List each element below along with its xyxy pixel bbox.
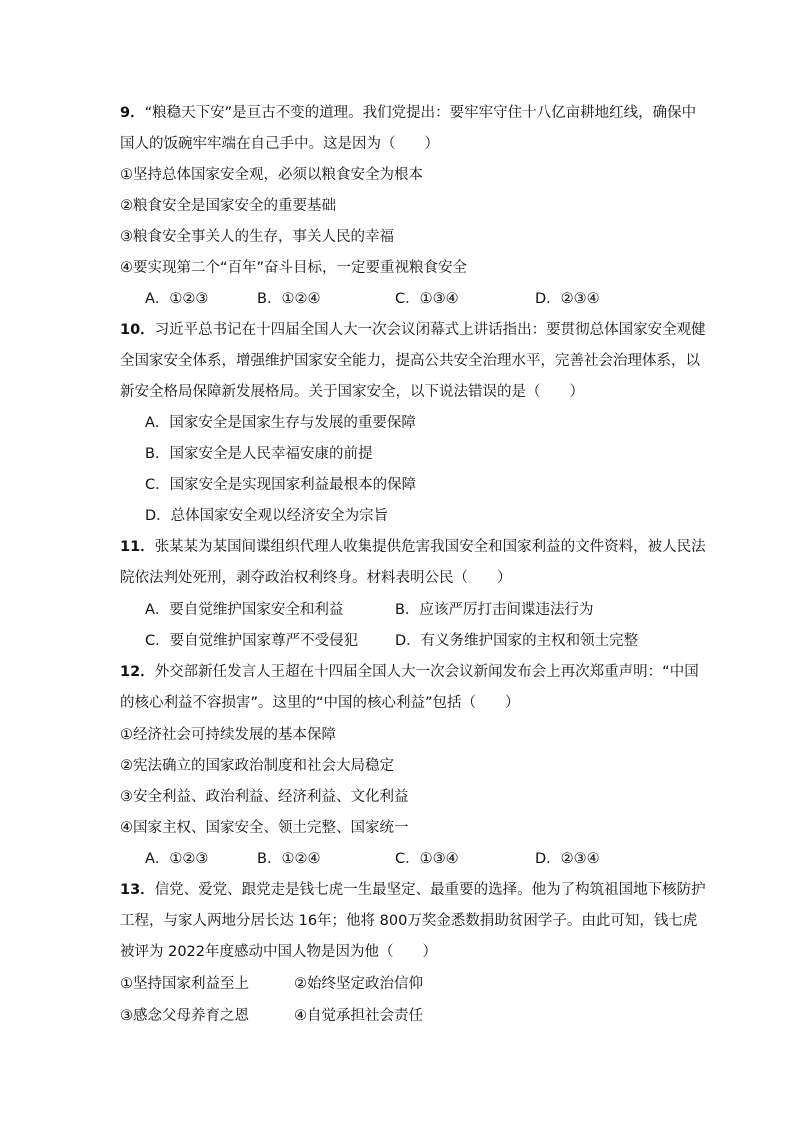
question-9-statement-3: ③粮食安全事关人的生存，事关人民的幸福 (120, 229, 394, 245)
statement-2: ②始终坚定政治信仰 (294, 976, 423, 992)
option-c[interactable]: C．①③④ (395, 291, 459, 307)
question-10-stem-line-2: 全国家安全体系，增强维护国家安全能力，提高公共安全治理水平，完善社会治理体系，以 (120, 353, 700, 369)
question-12-stem-line-1: 12．外交部新任发言人王超在十四届全国人大一次会议新闻发布会上再次郑重声明：“中国 (120, 664, 699, 680)
option-b[interactable]: B．①②④ (257, 851, 321, 867)
question-10-stem-line-3: 新安全格局保障新发展格局。关于国家安全，以下说法错误的是（ ） (120, 384, 584, 400)
question-12-statement-1: ①经济社会可持续发展的基本保障 (120, 727, 336, 743)
option-a[interactable]: A．①②③ (145, 291, 209, 307)
question-10-option-c[interactable]: C．国家安全是实现国家利益最根本的保障 (145, 477, 417, 493)
question-13-stem-line-1: 13．信党、爱党、跟党走是钱七虎一生最坚定、最重要的选择。他为了构筑祖国地下核防护 (120, 882, 706, 898)
question-10-stem-line-1: 10．习近平总书记在十四届全国人大一次会议闭幕式上讲话指出：要贯彻总体国家安全观健 (120, 322, 706, 338)
statement-3: ③感念父母养育之恩 (120, 1008, 249, 1024)
question-number: 9． (120, 105, 145, 121)
statement-4: ④自觉承担社会责任 (294, 1008, 423, 1024)
question-9-stem-line-2: 国人的饭碗牢牢端在自己手中。这是因为（ ） (120, 136, 439, 152)
question-10-option-b[interactable]: B．国家安全是人民幸福安康的前提 (145, 446, 373, 462)
option-d[interactable]: D．有义务维护国家的主权和领土完整 (395, 633, 639, 649)
question-10-option-d[interactable]: D．总体国家安全观以经济安全为宗旨 (145, 508, 389, 524)
question-9-statement-4: ④要实现第二个“百年”奋斗目标，一定要重视粮食安全 (120, 260, 468, 276)
statement-1: ①坚持国家利益至上 (120, 976, 249, 992)
question-10-option-a[interactable]: A．国家安全是国家生存与发展的重要保障 (145, 415, 416, 431)
option-c[interactable]: C．要自觉维护国家尊严不受侵犯 (145, 633, 359, 649)
question-11-stem-line-1: 11．张某某为某国间谍组织代理人收集提供危害我国安全和国家利益的文件资料，被人民法 (120, 539, 706, 555)
question-number: 10． (120, 322, 155, 338)
option-a[interactable]: A．要自觉维护国家安全和利益 (145, 602, 344, 618)
question-9-stem-line-1: 9．“粮稳天下安”是亘古不变的道理。我们党提出：要牢牢守住十八亿亩耕地红线，确保中 (120, 105, 697, 121)
option-b[interactable]: B．应该严厉打击间谍违法行为 (395, 602, 594, 618)
question-number: 11． (120, 539, 155, 555)
option-d[interactable]: D．②③④ (535, 851, 600, 867)
option-c[interactable]: C．①③④ (395, 851, 459, 867)
option-a[interactable]: A．①②③ (145, 851, 209, 867)
option-d[interactable]: D．②③④ (535, 291, 600, 307)
option-b[interactable]: B．①②④ (257, 291, 321, 307)
question-12-statement-3: ③安全利益、政治利益、经济利益、文化利益 (120, 789, 409, 805)
question-13-stem-line-3: 被评为 2022年度感动中国人物是因为他（ ） (120, 944, 438, 960)
question-12-statement-2: ②宪法确立的国家政治制度和社会大局稳定 (120, 758, 394, 774)
question-11-stem-line-2: 院依法判处死刑，剥夺政治权利终身。材料表明公民（ ） (120, 570, 512, 586)
question-9-statement-1: ①坚持总体国家安全观，必须以粮食安全为根本 (120, 167, 423, 183)
question-12-stem-line-2: 的核心利益不容损害”。这里的“中国的核心利益”包括（ ） (120, 695, 520, 711)
question-number: 13． (120, 882, 155, 898)
question-number: 12． (120, 664, 155, 680)
question-13-stem-line-2: 工程，与家人两地分居长达 16年；他将 800万奖金悉数捐助贫困学子。由此可知，钱七虎 (120, 913, 698, 929)
question-9-statement-2: ②粮食安全是国家安全的重要基础 (120, 198, 336, 214)
question-12-statement-4: ④国家主权、国家安全、领土完整、国家统一 (120, 820, 409, 836)
